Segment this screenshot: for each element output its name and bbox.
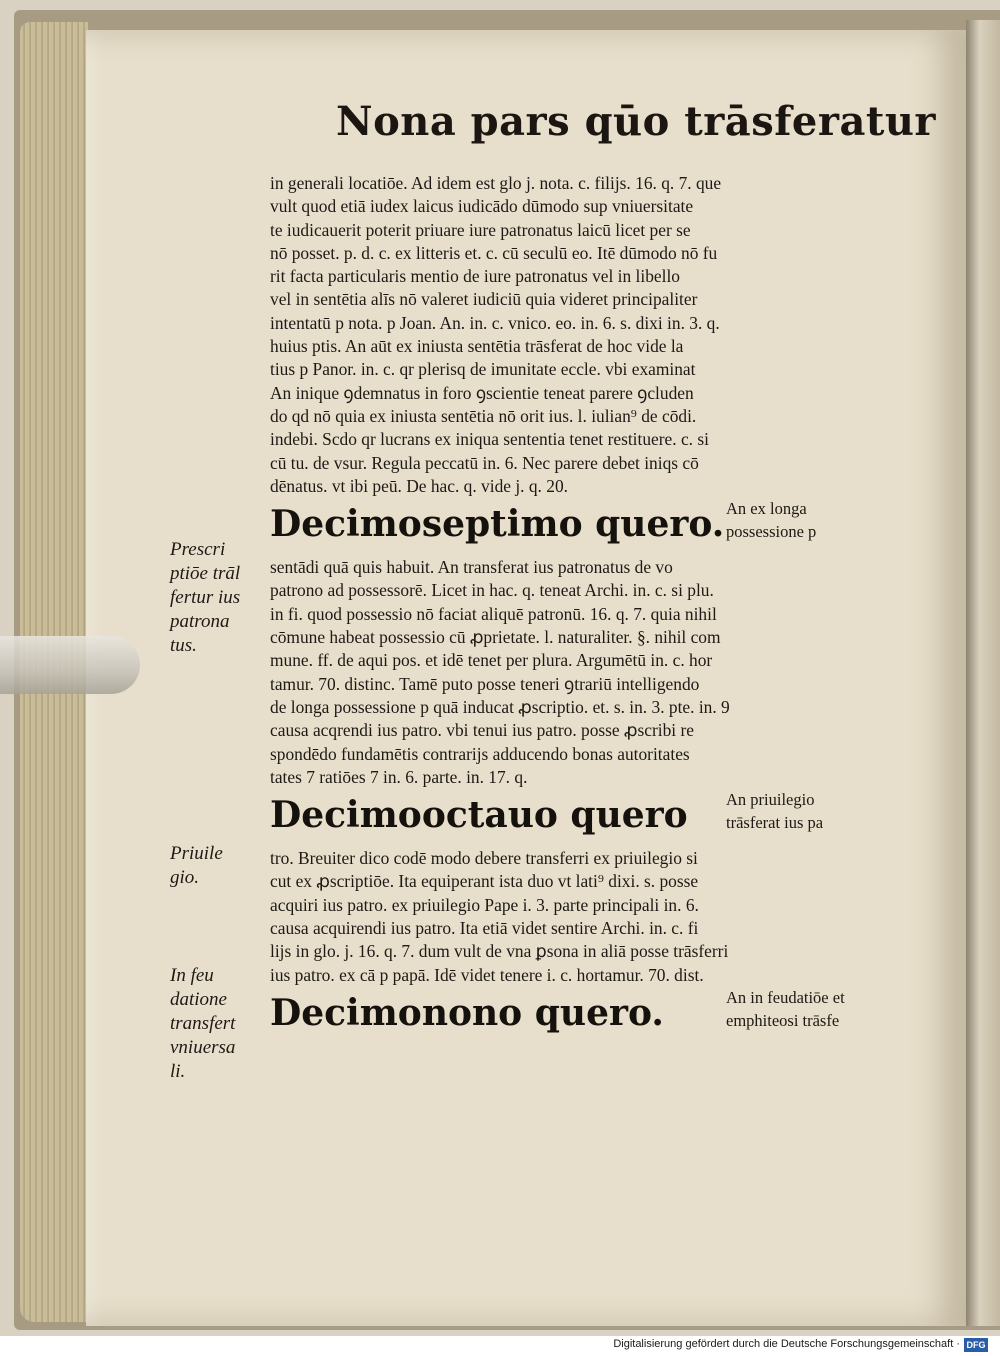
text-block-3 <box>270 847 876 987</box>
text-line: An inique ꝯdemnatus in foro ꝯscientie teneat parere ꝯcluden <box>270 382 694 403</box>
text-line: spondēdo fundamētis contrarijs adducendo bonas autoritates <box>270 743 690 764</box>
section-side-17: An ex longa possessione p <box>726 499 817 542</box>
page-clip <box>0 636 140 694</box>
text-line: sentādi quā quis habuit. An transferat ius patronatus de vo <box>270 557 673 578</box>
text-line: gio. <box>170 867 200 888</box>
text-line: rit facta particularis mentio de iure patronatus vel in libello <box>270 266 680 287</box>
margin-note-feudatione <box>170 964 262 1084</box>
main-text <box>270 172 876 1045</box>
text-line: intentatū p nota. p Joan. An. in. c. vnico. eo. in. 6. s. dixi in. 3. q. <box>270 312 720 333</box>
text-line: Priuile <box>170 843 223 864</box>
text-line: vniuersa <box>170 1037 236 1058</box>
text-line: cōmune habeat possessio cū ꝓprietate. l. naturaliter. §. nihil com <box>270 627 721 648</box>
section-heading-18: Decimooctauo quero <box>270 794 688 837</box>
section-side-19: An in feudatiōe et emphiteosi trāsfe <box>726 987 845 1031</box>
text-line: nō posset. p. d. c. ex litteris et. c. cū seculū eo. Itē dūmodo nō fu <box>270 242 718 263</box>
text-line: patrona <box>170 611 230 632</box>
section-side-18: An priuilegio trāsferat ius pa <box>726 790 824 833</box>
text-line: fertur ius <box>170 587 241 608</box>
text-line: indebi. Scdo qr lucrans ex iniqua sententia tenet restituere. c. si <box>270 429 709 450</box>
text-line: tro. Breuiter dico codē modo debere transferri ex priuilegio si <box>270 848 698 869</box>
margin-note-priuilegio <box>170 842 262 890</box>
text-line: te iudicauerit poterit priuare iure patronatus laicū licet per se <box>270 219 691 240</box>
section-18 <box>270 789 876 847</box>
running-title: Nona pars qūo trāsferatur <box>336 98 936 145</box>
text-line: acquiri ius patro. ex priuilegio Pape i. 3. parte principali in. 6. <box>270 894 699 915</box>
text-line: do qd nō quia ex iniusta sentētia nō orit ius. l. iulian⁹ de cōdi. <box>270 405 697 426</box>
text-line: li. <box>170 1061 186 1082</box>
section-17 <box>270 498 876 556</box>
section-19 <box>270 987 876 1045</box>
footer-credit: Digitalisierung gefördert durch die Deutsche Forschungsgemeinschaft · <box>613 1338 960 1350</box>
text-line: tates 7 ratiōes 7 in. 6. parte. in. 17. q. <box>270 766 528 787</box>
text-line: de longa possessione p quā inducat ꝓscriptio. et. s. in. 3. pte. in. 9 <box>270 696 730 717</box>
section-heading-17: Decimoseptimo quero. <box>270 503 725 546</box>
text-line: datione <box>170 989 227 1010</box>
text-line: vel in sentētia alīs nō valeret iudiciū quia videret principaliter <box>270 289 698 310</box>
text-line: ius patro. ex cā p papā. Idē videt tenere i. c. hortamur. 70. dist. <box>270 964 704 985</box>
text-line: vult quod etiā iudex laicus iudicādo dūmodo sup vniuersitate <box>270 196 694 217</box>
text-line: ptiōe trāl <box>170 563 241 584</box>
text-line: causa acquirendi ius patro. Ita etiā videt sentire Archi. in. c. fi <box>270 918 699 939</box>
text-line: lijs in glo. j. 16. q. 7. dum vult de vna ꝑsona in aliā posse trāsferri <box>270 941 729 962</box>
text-block-1 <box>270 172 876 498</box>
text-line: cut ex ꝓscriptiōe. Ita equiperant ista duo vt lati⁹ dixi. s. posse <box>270 871 699 892</box>
text-line: in fi. quod possessio nō faciat aliquē patronū. 16. q. 7. quia nihil <box>270 603 717 624</box>
text-line: causa acqrendi ius patro. vbi tenui ius patro. posse ꝓscribi re <box>270 720 694 741</box>
book-gutter <box>966 20 1000 1326</box>
text-block-2 <box>270 556 876 789</box>
text-line: tamur. 70. distinc. Tamē puto posse teneri ꝯtrariū intelligendo <box>270 673 700 694</box>
text-line: huius ptis. An aūt ex iniusta sentētia trāsferat de hoc vide la <box>270 336 684 357</box>
section-heading-19: Decimonono quero. <box>270 991 664 1034</box>
text-line: transfert <box>170 1013 236 1034</box>
text-line: cū tu. de vsur. Regula peccatū in. 6. Nec parere debet iniqs cō <box>270 452 699 473</box>
text-line: Prescri <box>170 539 226 560</box>
text-line: patrono ad possessorē. Licet in hac. q. teneat Archi. in. c. si plu. <box>270 580 714 601</box>
text-line: tus. <box>170 635 197 656</box>
margin-note-prescriptio <box>170 538 262 658</box>
text-line: tius p Panor. in. c. qr plerisq de imunitate eccle. vbi examinat <box>270 359 696 380</box>
dfg-logo-icon: DFG <box>964 1338 988 1352</box>
text-line: in generali locatiōe. Ad idem est glo j. nota. c. filijs. 16. q. 7. que <box>270 173 722 193</box>
text-line: dēnatus. vt ibi peū. De hac. q. vide j. q. 20. <box>270 475 568 496</box>
text-line: mune. ff. de aqui pos. et idē tenet per plura. Argumētū in. c. hor <box>270 650 713 671</box>
text-line: In feu <box>170 965 214 986</box>
